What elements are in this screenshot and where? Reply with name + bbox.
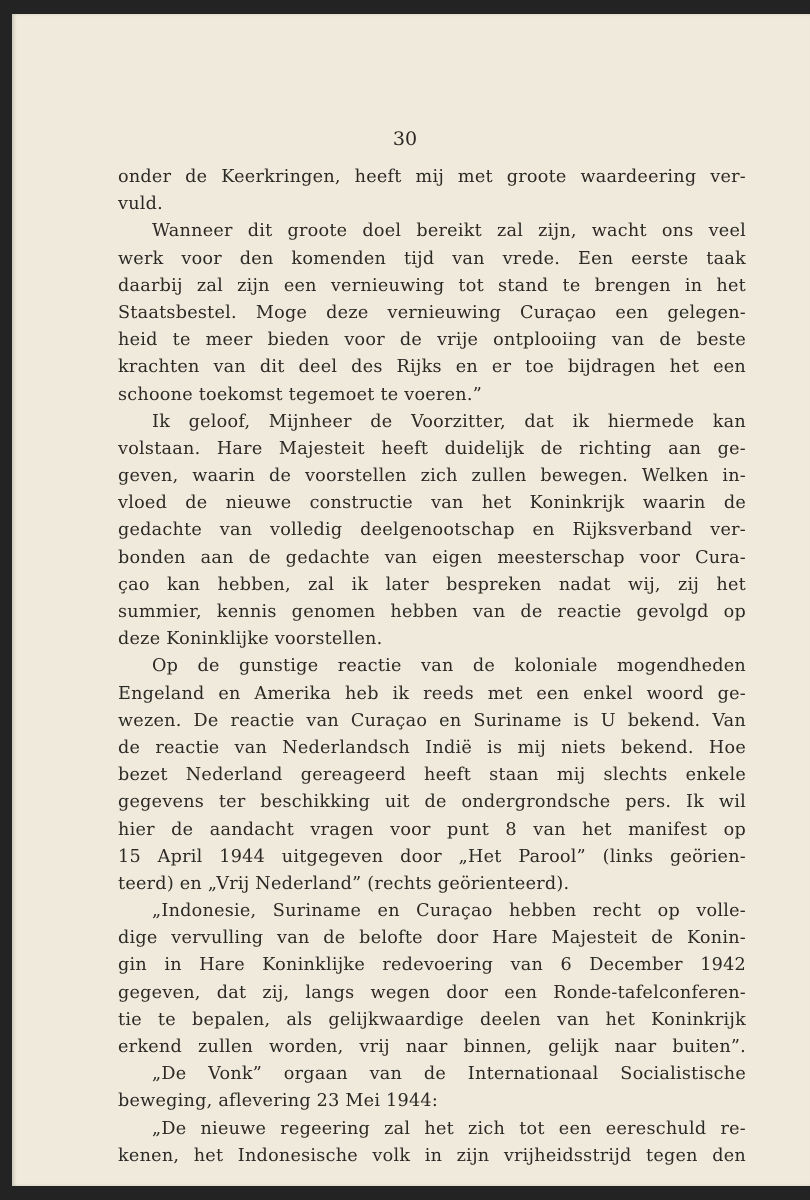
text-line: „De nieuwe regeering zal het zich tot een eereschuld re- (152, 1118, 746, 1139)
text-line: 15 April 1944 uitgegeven door „Het Parool” (links geörien- (118, 846, 746, 867)
text-line: Engeland en Amerika heb ik reeds met een enkel woord ge- (118, 683, 746, 704)
text-line: daarbij zal zijn een vernieuwing tot stand te brengen in het (118, 275, 746, 296)
text-line: schoone toekomst tegemoet te voeren.” (118, 384, 482, 405)
text-line: gedachte van volledig deelgenootschap en Rijksverband ver- (118, 520, 746, 541)
text-line: Wanneer dit groote doel bereikt zal zijn, wacht ons veel (152, 221, 746, 242)
text-line: beweging, aflevering 23 Mei 1944: (118, 1091, 439, 1112)
text-line: werk voor den komenden tijd van vrede. Een eerste taak (118, 248, 746, 269)
text-line: Staatsbestel. Moge deze vernieuwing Curaçao een gelegen- (118, 302, 746, 323)
book-page (12, 14, 810, 1186)
text-line: deze Koninklijke voorstellen. (118, 629, 383, 650)
text-line: gegeven, dat zij, langs wegen door een Ronde-tafelconferen- (118, 982, 746, 1003)
text-line: volstaan. Hare Majesteit heeft duidelijk de richting aan ge- (118, 438, 746, 459)
text-line: bezet Nederland gereageerd heeft staan mij slechts enkele (118, 765, 746, 786)
text-line: summier, kennis genomen hebben van de reactie gevolgd op (118, 602, 746, 622)
text-line: tie te bepalen, als gelijkwaardige deelen van het Koninkrijk (118, 1009, 746, 1030)
text-line: geven, waarin de voorstellen zich zullen bewegen. Welken in- (118, 466, 746, 487)
text-line: krachten van dit deel des Rijks en er toe bijdragen het een (118, 357, 746, 378)
text-line: erkend zullen worden, vrij naar binnen, gelijk naar buiten”. (118, 1037, 746, 1057)
text-line: Ik geloof, Mijnheer de Voorzitter, dat ik hiermede kan (152, 411, 746, 432)
text-line: vloed de nieuwe constructie van het Koninkrijk waarin de (118, 493, 746, 514)
text-line: Op de gunstige reactie van de koloniale mogendheden (152, 656, 746, 677)
text-line: kenen, het Indonesische volk in zijn vrijheidsstrijd tegen den (118, 1145, 746, 1166)
text-line: bonden aan de gedachte van eigen meesterschap voor Cura- (118, 547, 746, 568)
text-line: gegevens ter beschikking uit de ondergrondsche pers. Ik wil (118, 792, 746, 813)
text-line: de reactie van Nederlandsch Indië is mij niets bekend. Hoe (118, 737, 746, 758)
page-number: 30 (392, 128, 418, 150)
text-line: onder de Keerkringen, heeft mij met groote waardeering ver- (118, 167, 746, 187)
text-line: wezen. De reactie van Curaçao en Suriname is U bekend. Van (118, 710, 746, 731)
body-text (118, 164, 746, 1170)
text-line: dige vervulling van de belofte door Hare Majesteit de Konin- (118, 928, 746, 949)
text-line: „De Vonk” orgaan van de Internationaal Socialistische (152, 1064, 746, 1085)
text-line: çao kan hebben, zal ik later bespreken nadat wij, zij het (118, 574, 746, 595)
text-line: hier de aandacht vragen voor punt 8 van het manifest op (118, 819, 746, 840)
text-line: teerd) en „Vrij Nederland” (rechts geörienteerd). (118, 873, 570, 894)
text-line: heid te meer bieden voor de vrije ontplooiing van de beste (118, 330, 746, 351)
text-line: gin in Hare Koninklijke redevoering van 6 December 1942 (118, 955, 746, 976)
text-line: „Indonesie, Suriname en Curaçao hebben recht op volle- (152, 901, 746, 922)
text-line: vuld. (118, 194, 164, 215)
